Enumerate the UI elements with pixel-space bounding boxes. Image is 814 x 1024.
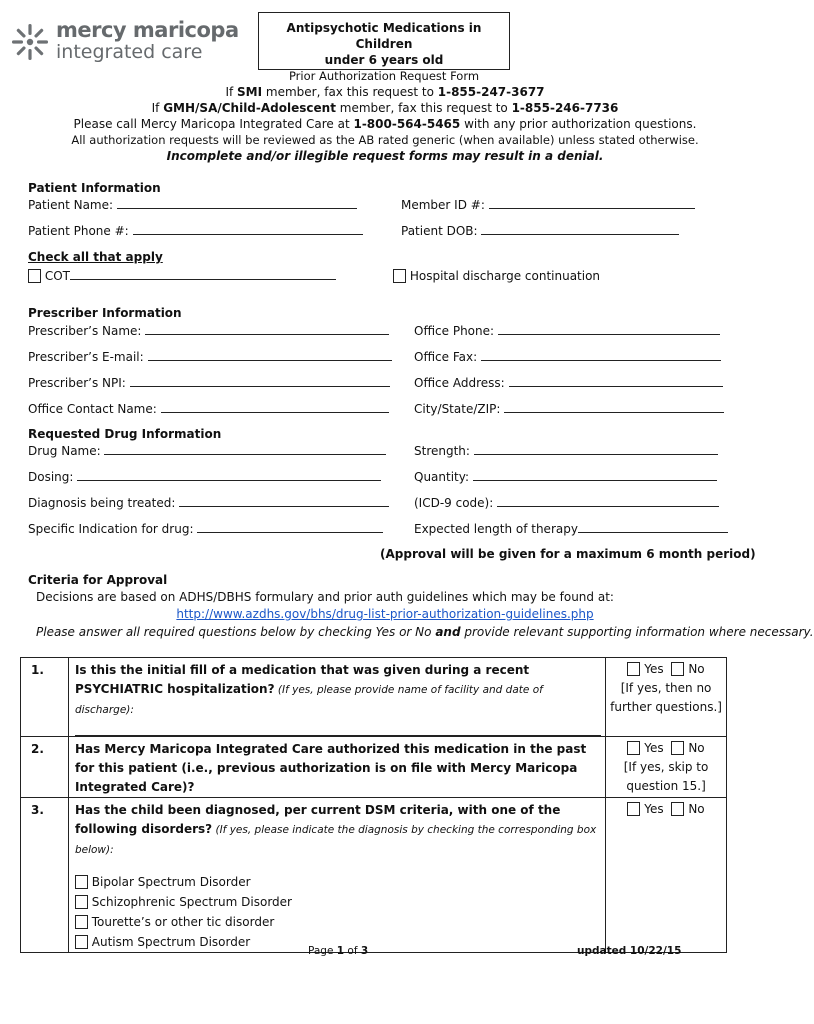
question-text: Has Mercy Maricopa Integrated Care authorized this medication in the past for this patient (i.e., previous authorization is on file with Mercy Maricopa Integrated Care)?	[74, 742, 587, 794]
no-checkbox[interactable]	[671, 741, 684, 755]
yes-no-choice: Yes No	[606, 800, 726, 819]
no-checkbox[interactable]	[671, 802, 684, 816]
disorder-option[interactable]: Tourette’s or other tic disorder	[75, 912, 605, 932]
criteria-decisions: Decisions are based on ADHS/DBHS formulary and prior auth guidelines which may be found at:	[36, 590, 614, 604]
member-id-field[interactable]: Member ID #:	[401, 198, 695, 213]
question-note: further questions.]	[610, 700, 722, 714]
disorder-checkbox[interactable]	[75, 935, 88, 949]
quantity-field[interactable]: Quantity:	[414, 470, 717, 485]
guidelines-link[interactable]: http://www.azdhs.gov/bhs/drug-list-prior-authorization-guidelines.php	[176, 607, 594, 621]
page-indicator: Page 1 of 3	[308, 945, 369, 957]
updated-date: updated 10/22/15	[577, 945, 682, 957]
form-title-box	[258, 12, 510, 83]
strength-field[interactable]: Strength:	[414, 444, 718, 459]
question-row	[21, 658, 727, 737]
criteria-link-wrap	[0, 607, 770, 622]
check-heading: Check all that apply	[28, 250, 163, 264]
patient-phone-field[interactable]: Patient Phone #:	[28, 224, 363, 239]
cot-checkbox[interactable]	[28, 269, 41, 283]
patient-name-field[interactable]: Patient Name:	[28, 198, 357, 213]
drug-name-field[interactable]: Drug Name:	[28, 444, 386, 459]
question-number: 3.	[31, 803, 44, 817]
fax-instructions	[0, 84, 770, 164]
form-title-line1: Antipsychotic Medications in Children	[286, 21, 482, 51]
generic-note: All authorization requests will be reviewed as the AB rated generic (when available) unless stated otherwise.	[71, 133, 699, 147]
facility-answer-line[interactable]	[75, 720, 601, 736]
yes-checkbox[interactable]	[627, 662, 640, 676]
approval-note: (Approval will be given for a maximum 6 month period)	[380, 547, 756, 561]
yes-no-choice: Yes No	[606, 739, 726, 758]
office-contact-field[interactable]: Office Contact Name:	[28, 402, 389, 417]
question-row	[21, 798, 727, 953]
office-phone-field[interactable]: Office Phone:	[414, 324, 720, 339]
hospital-discharge-option[interactable]: Hospital discharge continuation	[393, 269, 600, 284]
prescriber-npi-field[interactable]: Prescriber’s NPI:	[28, 376, 390, 391]
office-fax-field[interactable]: Office Fax:	[414, 350, 721, 365]
denial-warning: Incomplete and/or illegible request forms may result in a denial.	[166, 149, 604, 163]
form-title-line3: Prior Authorization Request Form	[288, 69, 480, 83]
criteria-table	[20, 657, 727, 953]
icd-code-field[interactable]: (ICD-9 code):	[414, 496, 719, 511]
yes-no-choice: Yes No	[606, 660, 726, 679]
dosing-field[interactable]: Dosing:	[28, 470, 381, 485]
question-note: [If yes, then no	[620, 681, 712, 695]
no-checkbox[interactable]	[671, 662, 684, 676]
disorder-option[interactable]: Autism Spectrum Disorder	[75, 932, 605, 952]
logo	[10, 18, 239, 66]
question-note: [If yes, skip to	[623, 760, 709, 774]
yes-checkbox[interactable]	[627, 802, 640, 816]
question-text: Has the child been diagnosed, per current DSM criteria, with one of the following disorders? (If yes, please indicate the diagnosis by checking the corresponding box below):	[74, 803, 597, 856]
form-title-line2: under 6 years old	[324, 53, 444, 67]
criteria-heading: Criteria for Approval	[28, 573, 168, 587]
question-text: Is this the initial fill of a medication that was given during a recent PSYCHIATRIC hospitalization? (If yes, please provide name of facility and date of discharge):	[74, 663, 543, 716]
logo-line2: integrated care	[56, 41, 203, 63]
prescriber-heading: Prescriber Information	[28, 306, 182, 320]
cot-option[interactable]: COT	[28, 269, 336, 284]
prescriber-email-field[interactable]: Prescriber’s E-mail:	[28, 350, 392, 365]
question-number: 1.	[31, 663, 44, 677]
patient-dob-field[interactable]: Patient DOB:	[401, 224, 679, 239]
disorder-checkbox[interactable]	[75, 875, 88, 889]
question-row	[21, 737, 727, 798]
disorder-checkbox[interactable]	[75, 895, 88, 909]
yes-checkbox[interactable]	[627, 741, 640, 755]
indication-field[interactable]: Specific Indication for drug:	[28, 522, 383, 537]
disorder-checkbox[interactable]	[75, 915, 88, 929]
office-address-field[interactable]: Office Address:	[414, 376, 723, 391]
logo-burst-icon	[10, 22, 50, 62]
patient-heading: Patient Information	[28, 181, 161, 195]
disorder-option[interactable]: Schizophrenic Spectrum Disorder	[75, 892, 605, 912]
prescriber-name-field[interactable]: Prescriber’s Name:	[28, 324, 389, 339]
fax-gmh-line: If GMH/SA/Child-Adolescent member, fax this request to 1-855-246-7736	[151, 101, 619, 115]
disorder-options	[69, 860, 605, 952]
diagnosis-field[interactable]: Diagnosis being treated:	[28, 496, 389, 511]
call-line: Please call Mercy Maricopa Integrated Care at 1-800-564-5465 with any prior authorization questions.	[73, 117, 697, 131]
city-state-zip-field[interactable]: City/State/ZIP:	[414, 402, 724, 417]
hospital-discharge-checkbox[interactable]	[393, 269, 406, 283]
therapy-length-field[interactable]: Expected length of therapy	[414, 522, 728, 537]
question-number: 2.	[31, 742, 44, 756]
criteria-instructions: Please answer all required questions below by checking Yes or No and provide relevant supporting information where necessary.	[36, 625, 814, 639]
disorder-option[interactable]: Bipolar Spectrum Disorder	[75, 872, 605, 892]
question-note: question 15.]	[626, 779, 706, 793]
fax-smi-line: If SMI member, fax this request to 1-855-247-3677	[225, 85, 545, 99]
drug-heading: Requested Drug Information	[28, 427, 222, 441]
logo-line1: mercy maricopa	[56, 18, 239, 42]
